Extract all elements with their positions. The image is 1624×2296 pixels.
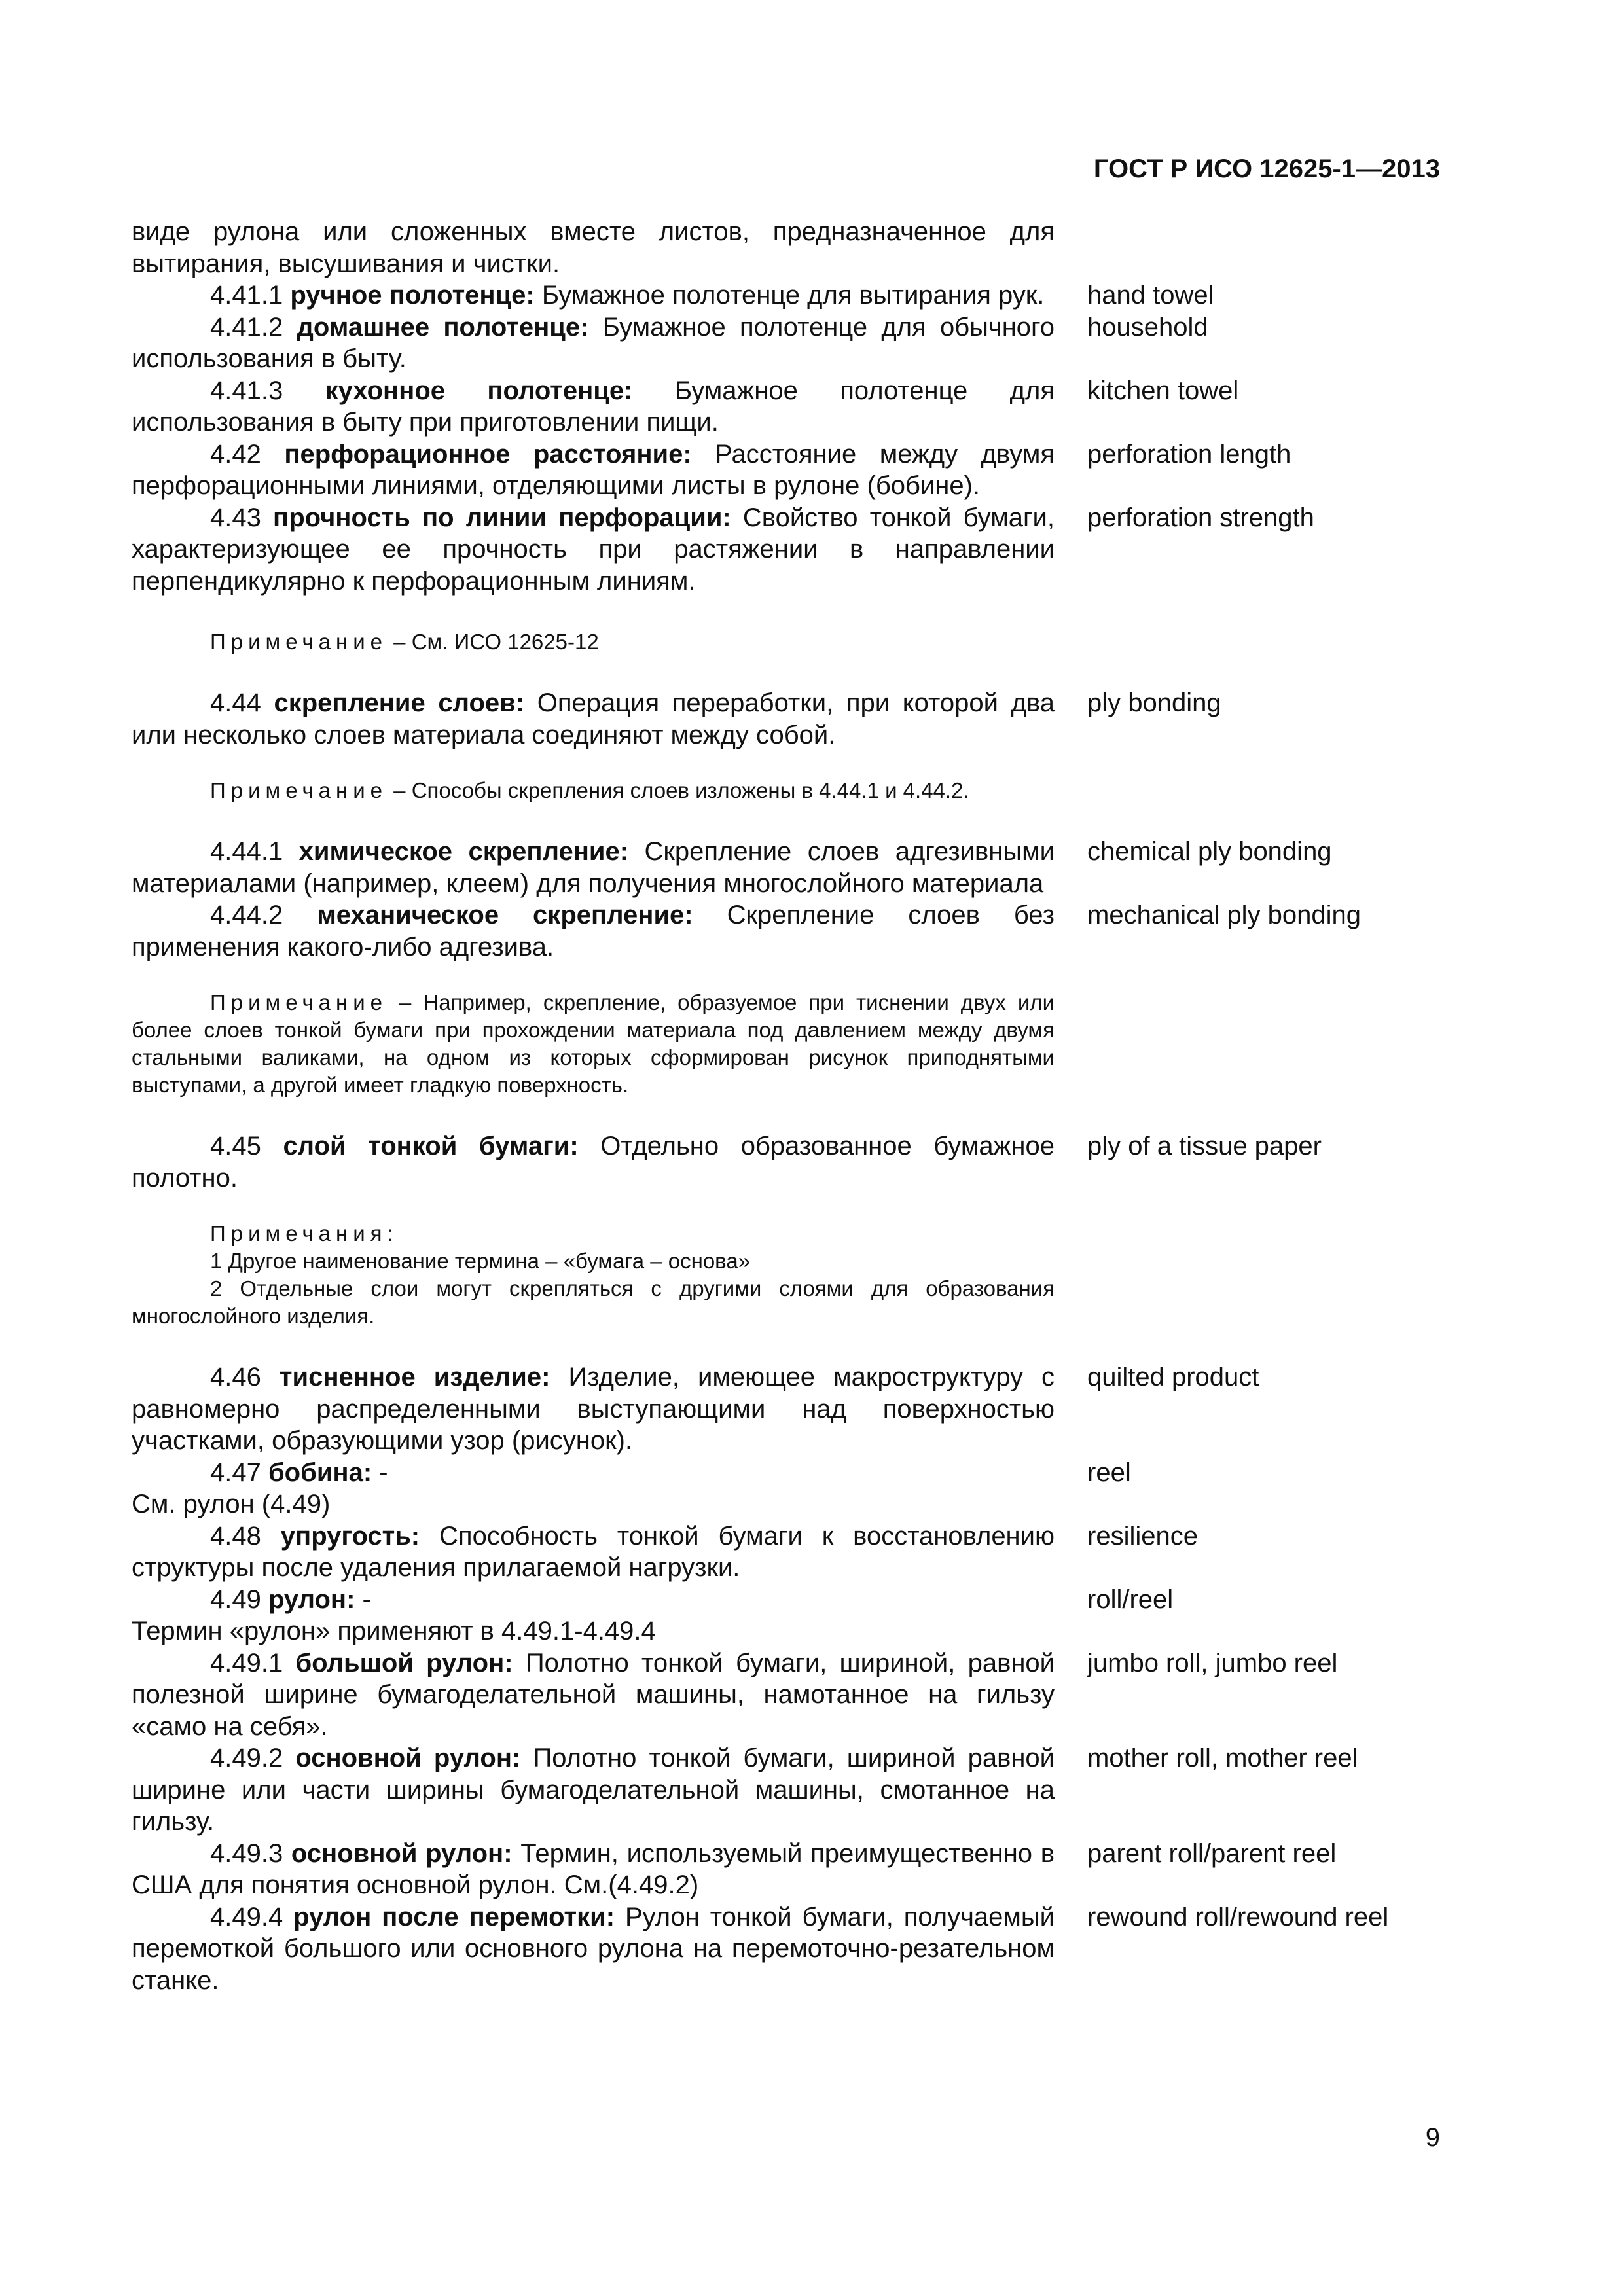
term-definition: 4.49 рулон: - Термин «рулон» применяют в 4.49.1-4.49.4 [132, 1585, 656, 1645]
term-entry-4-45 [132, 1130, 1467, 1194]
term-entry-4-41-1 [132, 279, 1467, 312]
term-entry-4-41-3 [132, 375, 1467, 439]
english-equivalent: resilience [1087, 1521, 1198, 1551]
term-entry-4-42 [132, 439, 1467, 502]
term-name: химическое скрепление: [298, 837, 629, 866]
document-header: ГОСТ Р ИСО 12625-1—2013 [1093, 154, 1440, 183]
term-definition: 4.44.2 механическое скрепление: Скрепление слоев без применения какого-либо адгезива. [132, 901, 1055, 961]
english-equivalent: chemical ply bonding [1087, 837, 1332, 866]
note-label: Примечание [210, 990, 388, 1014]
term-name: механическое скрепление: [317, 901, 693, 929]
term-definition: 4.41.3 кухонное полотенце: Бумажное полотенце для использования в быту при приготовлении пищи. [132, 376, 1055, 437]
english-equivalent: parent roll/parent reel [1087, 1839, 1337, 1868]
english-equivalent: ply bonding [1087, 689, 1221, 717]
english-equivalent: perforation strength [1087, 503, 1314, 532]
english-equivalent: ply of a tissue paper [1087, 1132, 1322, 1160]
note-label: Примечание [210, 778, 388, 802]
term-entry-4-49-2 [132, 1742, 1467, 1838]
term-name: слой тонкой бумаги: [283, 1132, 579, 1160]
term-definition: 4.49.1 большой рулон: Полотно тонкой бумаги, шириной, равной полезной ширине бумагоделательной машины, намотанное на гильзу «само на себя». [132, 1648, 1055, 1741]
term-entry-4-48 [132, 1520, 1467, 1584]
term-definition: 4.44 скрепление слоев: Операция переработки, при которой два или несколько слоев материала соединяют между собой. [132, 689, 1055, 749]
term-name: большой рулон: [295, 1648, 513, 1677]
term-definition: 4.46 тисненное изделие: Изделие, имеющее макроструктуру с равномерно распределенными выступающими над поверхностью участками, образующими узор (рисунок). [132, 1363, 1055, 1455]
term-entry-4-49 [132, 1584, 1467, 1647]
english-equivalent: jumbo roll, jumbo reel [1087, 1648, 1338, 1677]
english-equivalent: reel [1087, 1458, 1131, 1487]
term-name: основной рулон: [295, 1744, 521, 1772]
note-label: Примечания [210, 1221, 388, 1246]
note-item-2: 2 Отдельные слои могут скрепляться с другими слоями для образования многослойного изделия. [132, 1276, 1055, 1328]
term-name: кухонное полотенце: [325, 376, 633, 405]
term-definition: 4.42 перфорационное расстояние: Расстояние между двумя перфорационными линиями, отделяющими листы в рулоне (бобине). [132, 439, 1055, 500]
term-entry-4-44 [132, 687, 1467, 751]
document-body [132, 216, 1467, 1996]
term-reference: Термин «рулон» применяют в 4.49.1-4.49.4 [132, 1617, 656, 1645]
page-number: 9 [1425, 2123, 1440, 2152]
note-item-1: 1 Другое наименование термина – «бумага – основа» [210, 1249, 751, 1273]
term-name: перфорационное расстояние: [284, 439, 692, 469]
term-name: основной рулон: [291, 1839, 513, 1868]
term-entry-4-46 [132, 1361, 1467, 1457]
term-definition: 4.44.1 химическое скрепление: Скрепление слоев адгезивными материалами (например, клеем) для получения многослойного материала [132, 837, 1055, 898]
english-equivalent: perforation length [1087, 439, 1291, 469]
term-entry-4-44-1 [132, 836, 1467, 899]
continuation-paragraph [132, 216, 1467, 279]
term-entry-4-49-1 [132, 1647, 1467, 1743]
term-name: тисненное изделие: [279, 1363, 550, 1391]
term-entry-4-49-4 [132, 1901, 1467, 1997]
term-definition: 4.43 прочность по линии перфорации: Свойство тонкой бумаги, характеризующее ее прочность при растяжении в направлении перпендикулярно к перфорационным линиям. [132, 503, 1055, 596]
english-equivalent: roll/reel [1087, 1585, 1174, 1614]
term-entry-4-49-3 [132, 1838, 1467, 1901]
term-definition: 4.49.3 основной рулон: Термин, используемый преимущественно в США для понятия основной рулон. См.(4.49.2) [132, 1839, 1055, 1899]
note-4-43: Примечание – См. ИСО 12625-12 [210, 630, 599, 654]
note-4-44-2: Примечание – Например, скрепление, образуемое при тиснении двух или более слоев тонкой бумаги при прохождении материала под давлением между двумя стальными валиками, на одном из которых сформирован рисунок приподнятыми выступами, а другой имеет гладкую поверхность. [132, 990, 1055, 1097]
english-equivalent: mechanical ply bonding [1087, 901, 1362, 929]
term-entry-4-47 [132, 1457, 1467, 1520]
term-definition: 4.48 упругость: Способность тонкой бумаги к восстановлению структуры после удаления прилагаемой нагрузки. [132, 1521, 1055, 1582]
term-name: упругость: [280, 1521, 420, 1551]
note-4-45: Примечания: 1 Другое наименование термина – «бумага – основа» 2 Отдельные слои могут скрепляться с другими слоями для образования многослойного изделия. [132, 1220, 1055, 1330]
note-4-44: Примечание – Способы скрепления слоев изложены в 4.44.1 и 4.44.2. [210, 778, 969, 802]
term-name: рулон: [268, 1585, 355, 1614]
continuation-text: виде рулона или сложенных вместе листов, предназначенное для вытирания, высушивания и чистки. [132, 217, 1055, 278]
term-entry-4-43 [132, 502, 1467, 598]
term-name: прочность по линии перфорации: [273, 503, 731, 532]
term-definition: 4.45 слой тонкой бумаги: Отдельно образованное бумажное полотно. [132, 1132, 1055, 1193]
term-definition: 4.49.4 рулон после перемотки: Рулон тонкой бумаги, получаемый перемоткой большого или основного рулона на перемоточно-резательном станке. [132, 1902, 1055, 1995]
english-equivalent: quilted product [1087, 1363, 1259, 1391]
term-definition: 4.49.2 основной рулон: Полотно тонкой бумаги, шириной равной ширине или части ширины бумагоделательной машины, смотанное на гильзу. [132, 1744, 1055, 1836]
term-entry-4-44-2 [132, 899, 1467, 963]
term-name: рулон после перемотки: [293, 1902, 615, 1931]
term-entry-4-41-2 [132, 312, 1467, 375]
term-name: скрепление слоев: [274, 689, 525, 717]
term-name: домашнее полотенце: [297, 312, 589, 342]
english-equivalent: rewound roll/rewound reel [1087, 1902, 1389, 1931]
term-name: ручное полотенце: [290, 281, 535, 310]
english-equivalent: kitchen towel [1087, 376, 1239, 405]
term-definition: 4.41.1 ручное полотенце: Бумажное полотенце для вытирания рук. [210, 281, 1045, 310]
english-equivalent: household [1087, 312, 1208, 342]
term-definition: 4.47 бобина: - См. рулон (4.49) [132, 1458, 388, 1518]
english-equivalent: mother roll, mother reel [1087, 1744, 1358, 1772]
note-label: Примечание [210, 630, 388, 654]
english-equivalent: hand towel [1087, 281, 1214, 310]
term-reference: См. рулон (4.49) [132, 1490, 331, 1518]
term-definition: 4.41.2 домашнее полотенце: Бумажное полотенце для обычного использования в быту. [132, 312, 1055, 373]
term-name: бобина: [268, 1458, 372, 1487]
